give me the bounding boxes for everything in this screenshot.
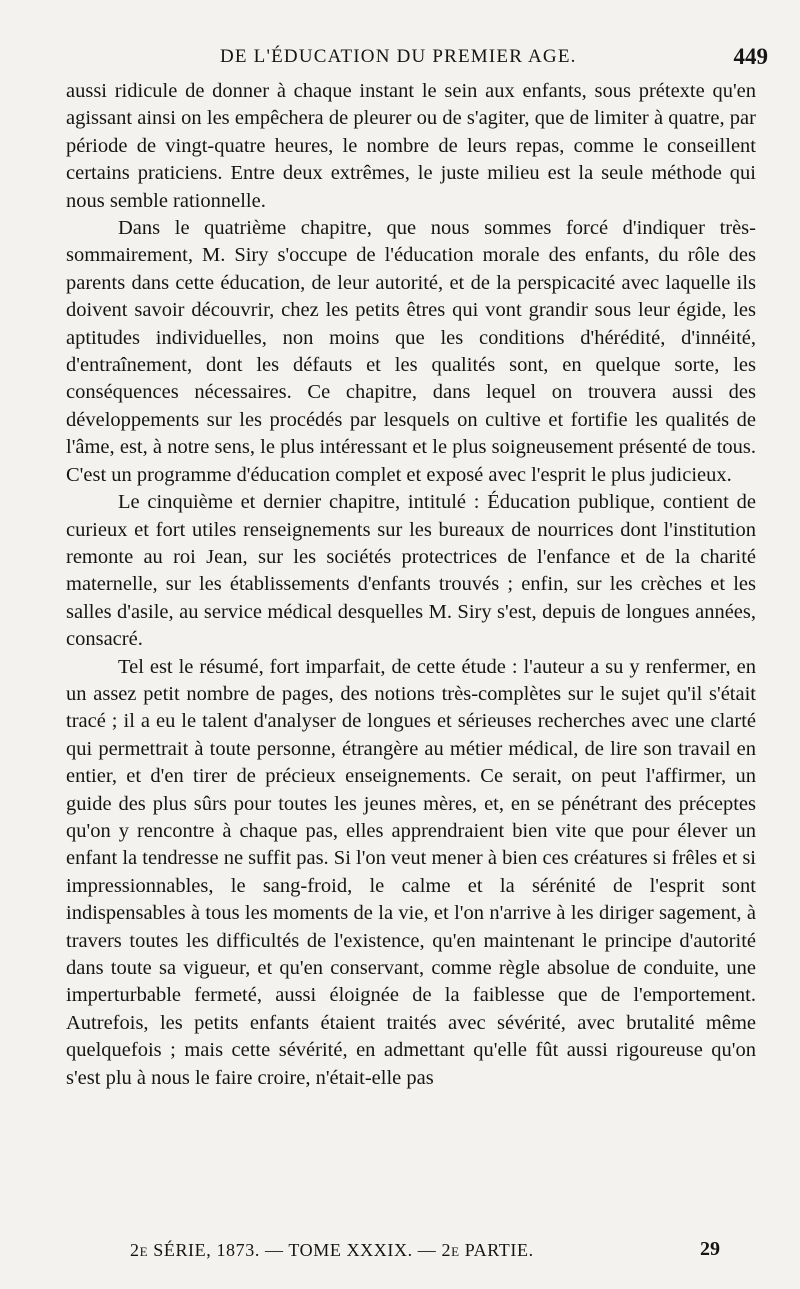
- body-text: [66, 78, 756, 1092]
- page-number: 449: [733, 44, 768, 69]
- paragraph-chapter-four: Dans le quatrième chapitre, que nous sommes forcé d'indiquer très-sommairement, M. Siry s'occupe de l'éducation morale des enfants, du rôle des parents dans cette éducation, de leur autorité, et de la perspicacité avec laquelle ils doivent savoir découvrir, chez les petits êtres qui vont grandir sous leur égide, les aptitudes individuelles, non moins que les conditions d'hérédité, d'innéité, d'entraînement, dont les défauts et les qualités sont, en quelque sorte, les conséquences nécessaires. Ce chapitre, dans lequel on trouvera aussi des développements sur les procédés par lesquels on cultive et fortifie les qualités de l'âme, est, à notre sens, le plus intéressant et le plus soigneusement présenté de tous. C'est un programme d'éducation complet et exposé avec l'esprit le plus judicieux.: [66, 217, 756, 486]
- page-footer: [130, 1240, 720, 1270]
- paragraph-summary: Tel est le résumé, fort imparfait, de cette étude : l'auteur a su y renfermer, en un assez petit nombre de pages, des notions très-complètes sur le sujet qu'il s'était tracé ; il a eu le talent d'analyser de longues et sérieuses recherches avec une clarté qui permettrait à toute personne, étrangère au métier médical, de lire son travail en entier, et d'en tirer de précieux enseignements. Ce serait, on peut l'affirmer, un guide des plus sûrs pour toutes les jeunes mères, et, en se pénétrant des préceptes qu'on y rencontre à chaque pas, elles apprendraient bien vite que pour élever un enfant la tendresse ne suffit pas. Si l'on veut mener à bien ces créatures si frêles et si impressionnables, le sang-froid, le calme et la sérénité de l'esprit sont indispensables à tous les moments de la vie, et l'on n'arrive à les diriger sagement, à travers toutes les difficultés de l'existence, qu'en maintenant le principe d'autorité dans toute sa vigueur, et qu'en conservant, comme règle absolue de conduite, une imperturbable fermeté, aussi éloignée de la faiblesse que de l'emportement. Autrefois, les petits enfants étaient traités avec sévérité, avec brutalité même quelquefois ; mais cette sévérité, en admettant qu'elle fût aussi rigoureuse qu'on s'est plu à nous le faire croire, n'était-elle pas: [66, 655, 756, 1089]
- page-header: [60, 44, 772, 78]
- signature-mark: 29: [700, 1238, 720, 1260]
- signature-line: 2e SÉRIE, 1873. — TOME XXXIX. — 2e PARTIE.: [130, 1240, 534, 1260]
- paragraph-continued: aussi ridicule de donner à chaque instant le sein aux enfants, sous prétexte qu'en agissant ainsi on les empêchera de pleurer ou de s'agiter, que de limiter à quatre, par période de vingt-quatre heures, le nombre de leurs repas, comme le conseillent certains praticiens. Entre deux extrêmes, le juste milieu est la seule méthode qui nous semble rationnelle.: [66, 80, 756, 212]
- paragraph-chapter-five: Le cinquième et dernier chapitre, intitulé : Éducation publique, contient de curieux et fort utiles renseignements sur les bureaux de nourrices dont l'institution remonte au roi Jean, sur les sociétés protectrices de l'enfance et de la charité maternelle, sur les établissements d'enfants trouvés ; enfin, sur les crèches et les salles d'asile, au service médical desquelles M. Siry s'est, depuis de longues années, consacré.: [66, 491, 756, 651]
- running-title: DE L'ÉDUCATION DU PREMIER AGE.: [220, 46, 577, 67]
